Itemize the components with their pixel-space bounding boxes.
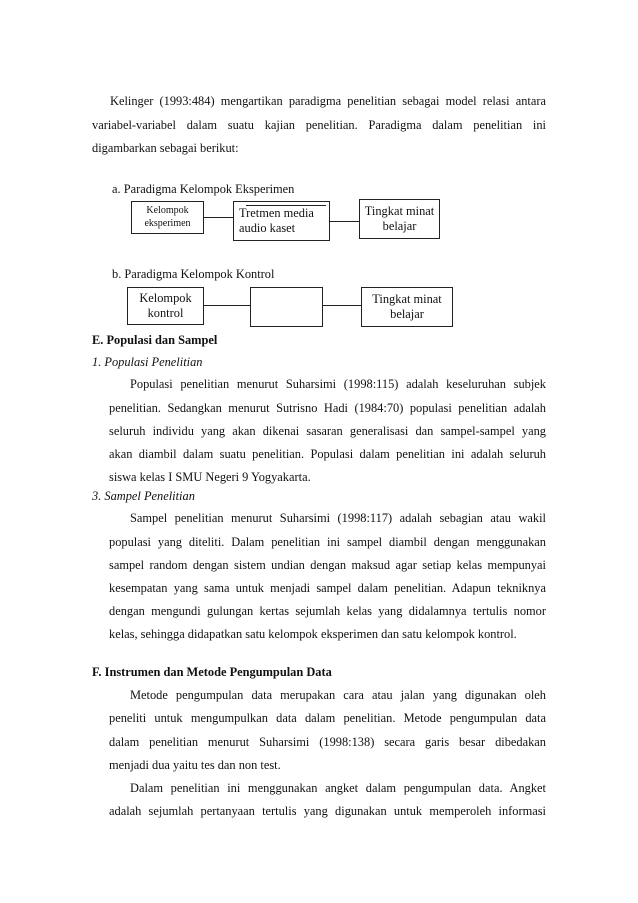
box-text: Tingkat minat (364, 203, 435, 218)
connector-line (204, 217, 233, 218)
box-tingkat-minat-kontrol (361, 287, 453, 327)
box-tretmen (233, 201, 330, 241)
box-text: Tretmen media (239, 205, 314, 220)
box-kelompok-kontrol (127, 287, 204, 325)
text-line: kesempatan yang sama untuk menjadi sampel dalam penelitian. Adapun tekniknya (109, 581, 546, 595)
subheading-populasi: 1. Populasi Penelitian (92, 355, 203, 369)
intro-line: variabel-variabel dalam suatu kajian penelitian. Paradigma dalam penelitian ini (92, 118, 546, 132)
decorative-line (246, 205, 326, 206)
connector-line (204, 305, 250, 306)
text-line: kelas, sehingga didapatkan satu kelompok eksperimen dan satu kelompok kontrol. (109, 627, 517, 641)
section-f-heading: F. Instrumen dan Metode Pengumpulan Data (92, 665, 332, 679)
text-line: penelitian. Sedangkan menurut Sutrisno Hadi (1984:70) populasi penelitian adalah (109, 401, 546, 415)
text-line: Populasi penelitian menurut Suharsimi (1998:115) adalah keseluruhan subjek (130, 377, 546, 391)
text-line: Sampel penelitian menurut Suharsimi (1998:117) adalah sebagian atau wakil (130, 511, 546, 525)
text-line: seluruh individu yang akan dikenai sasaran generalisasi dan sampel-sampel yang (109, 424, 546, 438)
connector-line (330, 221, 359, 222)
box-text: belajar (382, 219, 417, 233)
text-line: sampel random dengan sistem undian dengan maksud agar setiap kelas mempunyai (109, 558, 546, 572)
diagram-b-label: b. Paradigma Kelompok Kontrol (112, 267, 275, 281)
box-kelompok-eksperimen (131, 201, 204, 234)
box-text: Kelompok (139, 290, 192, 305)
intro-line: digambarkan sebagai berikut: (92, 141, 239, 155)
box-text: Kelompok (146, 205, 189, 216)
connector-line (323, 305, 361, 306)
text-line: dengan mengundi gulungan kertas sejumlah kelas yang didalamnya tertulis nomor (109, 604, 546, 618)
text-line: dalam penelitian menurut Suharsimi (1998:138) secara garis besar dibedakan (109, 735, 546, 749)
text-line: akan diambil dalam suatu penelitian. Populasi dalam penelitian ini adalah seluruh (109, 447, 546, 461)
subheading-sampel: 3. Sampel Penelitian (92, 489, 195, 503)
box-text: audio kaset (239, 221, 296, 235)
text-line: menjadi dua yaitu tes dan non test. (109, 758, 281, 772)
text-line: Metode pengumpulan data merupakan cara atau jalan yang digunakan oleh (130, 688, 546, 702)
box-tingkat-minat (359, 199, 440, 239)
text-line: siswa kelas I SMU Negeri 9 Yogyakarta. (109, 470, 311, 484)
text-line: adalah sejumlah pertanyaan tertulis yang digunakan untuk memperoleh informasi (109, 804, 546, 818)
intro-line: Kelinger (1993:484) mengartikan paradigma penelitian sebagai model relasi antara (110, 94, 546, 108)
box-text: belajar (390, 307, 424, 321)
text-line: Dalam penelitian ini menggunakan angket dalam pengumpulan data. Angket (130, 781, 546, 795)
diagram-a-label: a. Paradigma Kelompok Eksperimen (112, 182, 295, 196)
box-text: Tingkat minat (372, 291, 442, 306)
text-line: populasi yang diteliti. Dalam penelitian ini sampel diambil dengan menggunakan (109, 535, 546, 549)
section-e-heading: E. Populasi dan Sampel (92, 333, 218, 347)
box-empty (250, 287, 323, 327)
text-line: peneliti untuk mengumpulkan data dalam penelitian. Metode pengumpulan data (109, 711, 546, 725)
box-text: kontrol (147, 306, 184, 320)
box-text: eksperimen (144, 217, 191, 229)
